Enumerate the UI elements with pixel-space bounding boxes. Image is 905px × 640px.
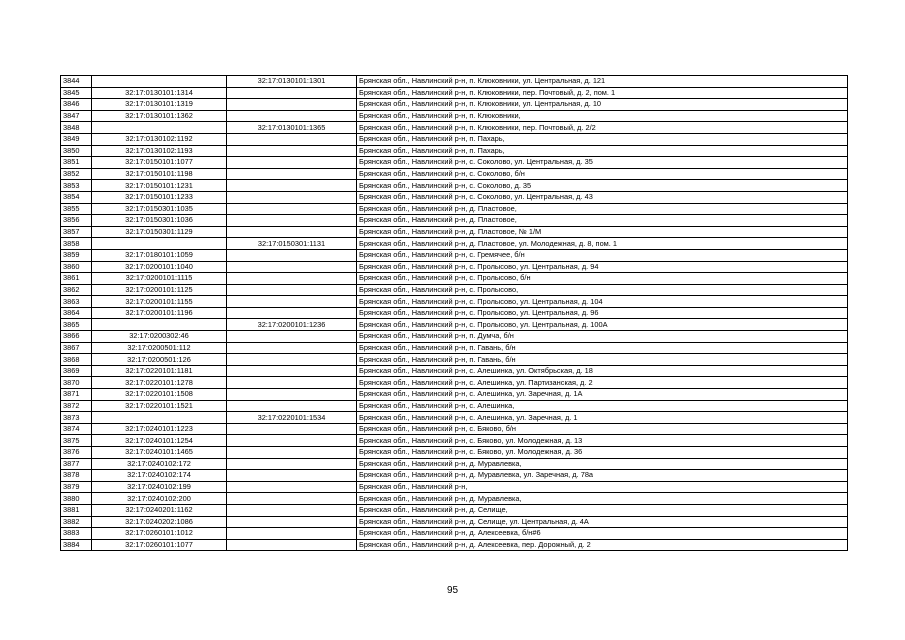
cadastral-number-alt-cell xyxy=(227,273,357,285)
cadastral-number-alt-cell xyxy=(227,516,357,528)
row-number-cell: 3847 xyxy=(61,110,92,122)
cadastral-number-cell: 32:17:0200501:126 xyxy=(92,354,227,366)
cadastral-number-cell: 32:17:0150301:1129 xyxy=(92,226,227,238)
address-cell: Брянская обл., Навлинский р-н, п. Гавань, б/н xyxy=(357,342,848,354)
cadastral-number-alt-cell xyxy=(227,284,357,296)
table-row xyxy=(61,133,848,145)
address-cell: Брянская обл., Навлинский р-н, с. Бяково, ул. Молодежная, д. 13 xyxy=(357,435,848,447)
address-cell: Брянская обл., Навлинский р-н, д. Алексеевка, пер. Дорожный, д. 2 xyxy=(357,539,848,551)
cadastral-number-alt-cell xyxy=(227,435,357,447)
row-number-cell: 3860 xyxy=(61,261,92,273)
address-cell: Брянская обл., Навлинский р-н, с. Соколово, ул. Центральная, д. 43 xyxy=(357,191,848,203)
table-row xyxy=(61,307,848,319)
cadastral-number-alt-cell: 32:17:0130101:1365 xyxy=(227,122,357,134)
cadastral-number-alt-cell xyxy=(227,145,357,157)
address-cell: Брянская обл., Навлинский р-н, с. Соколово, д. 35 xyxy=(357,180,848,192)
row-number-cell: 3876 xyxy=(61,447,92,459)
cadastral-number-alt-cell xyxy=(227,504,357,516)
cadastral-number-alt-cell xyxy=(227,99,357,111)
cadastral-number-cell: 32:17:0200101:1125 xyxy=(92,284,227,296)
address-cell: Брянская обл., Навлинский р-н, с. Бяково, ул. Молодежная, д. 36 xyxy=(357,447,848,459)
cadastral-number-alt-cell xyxy=(227,110,357,122)
cadastral-number-alt-cell xyxy=(227,470,357,482)
cadastral-number-cell xyxy=(92,122,227,134)
cadastral-number-alt-cell xyxy=(227,528,357,540)
address-cell: Брянская обл., Навлинский р-н, п. Клюковники, пер. Почтовый, д. 2, пом. 1 xyxy=(357,87,848,99)
table-row xyxy=(61,191,848,203)
row-number-cell: 3861 xyxy=(61,273,92,285)
row-number-cell: 3857 xyxy=(61,226,92,238)
row-number-cell: 3882 xyxy=(61,516,92,528)
table-row xyxy=(61,504,848,516)
cadastral-number-cell: 32:17:0150101:1198 xyxy=(92,168,227,180)
cadastral-number-alt-cell xyxy=(227,226,357,238)
cadastral-number-cell xyxy=(92,412,227,424)
cadastral-number-cell: 32:17:0200101:1040 xyxy=(92,261,227,273)
cadastral-number-cell: 32:17:0150301:1036 xyxy=(92,215,227,227)
table-row xyxy=(61,389,848,401)
cadastral-number-alt-cell xyxy=(227,493,357,505)
cadastral-number-alt-cell xyxy=(227,157,357,169)
table-row xyxy=(61,435,848,447)
cadastral-number-alt-cell: 32:17:0150301:1131 xyxy=(227,238,357,250)
cadastral-number-alt-cell xyxy=(227,203,357,215)
row-number-cell: 3870 xyxy=(61,377,92,389)
row-number-cell: 3866 xyxy=(61,331,92,343)
row-number-cell: 3845 xyxy=(61,87,92,99)
address-cell: Брянская обл., Навлинский р-н, с. Пролысово, xyxy=(357,284,848,296)
table-row xyxy=(61,319,848,331)
address-cell: Брянская обл., Навлинский р-н, д. Пластовое, xyxy=(357,203,848,215)
cadastral-number-cell: 32:17:0150101:1231 xyxy=(92,180,227,192)
table-row xyxy=(61,493,848,505)
cadastral-number-alt-cell: 32:17:0130101:1301 xyxy=(227,76,357,88)
cadastral-number-cell: 32:17:0240102:174 xyxy=(92,470,227,482)
table-row xyxy=(61,296,848,308)
table-row xyxy=(61,284,848,296)
row-number-cell: 3864 xyxy=(61,307,92,319)
row-number-cell: 3851 xyxy=(61,157,92,169)
cadastral-number-alt-cell xyxy=(227,87,357,99)
address-cell: Брянская обл., Навлинский р-н, с. Гремячее, б/н xyxy=(357,249,848,261)
row-number-cell: 3859 xyxy=(61,249,92,261)
address-cell: Брянская обл., Навлинский р-н, д. Пластовое, № 1/М xyxy=(357,226,848,238)
cadastral-number-cell: 32:17:0180101:1059 xyxy=(92,249,227,261)
cadastral-number-alt-cell: 32:17:0220101:1534 xyxy=(227,412,357,424)
table-row xyxy=(61,273,848,285)
cadastral-number-alt-cell xyxy=(227,447,357,459)
row-number-cell: 3846 xyxy=(61,99,92,111)
address-cell: Брянская обл., Навлинский р-н, д. Муравлевка, xyxy=(357,493,848,505)
row-number-cell: 3854 xyxy=(61,191,92,203)
cadastral-number-cell: 32:17:0240102:199 xyxy=(92,481,227,493)
address-cell: Брянская обл., Навлинский р-н, д. Алексеевка, б/н#6 xyxy=(357,528,848,540)
row-number-cell: 3868 xyxy=(61,354,92,366)
cadastral-number-alt-cell xyxy=(227,342,357,354)
address-cell: Брянская обл., Навлинский р-н, д. Муравлевка, xyxy=(357,458,848,470)
row-number-cell: 3872 xyxy=(61,400,92,412)
address-cell: Брянская обл., Навлинский р-н, п. Клюковники, ул. Центральная, д. 10 xyxy=(357,99,848,111)
cadastral-number-cell: 32:17:0260101:1012 xyxy=(92,528,227,540)
table-body xyxy=(61,76,848,551)
row-number-cell: 3849 xyxy=(61,133,92,145)
table-row xyxy=(61,342,848,354)
address-cell: Брянская обл., Навлинский р-н, с. Пролысово, б/н xyxy=(357,273,848,285)
table-row xyxy=(61,157,848,169)
table-row xyxy=(61,261,848,273)
table-row xyxy=(61,365,848,377)
cadastral-number-cell: 32:17:0130101:1314 xyxy=(92,87,227,99)
table-row xyxy=(61,110,848,122)
row-number-cell: 3880 xyxy=(61,493,92,505)
cadastral-number-cell: 32:17:0130102:1193 xyxy=(92,145,227,157)
row-number-cell: 3875 xyxy=(61,435,92,447)
table-row xyxy=(61,99,848,111)
table-row xyxy=(61,215,848,227)
address-cell: Брянская обл., Навлинский р-н, п. Клюковники, ул. Центральная, д. 121 xyxy=(357,76,848,88)
cadastral-number-alt-cell xyxy=(227,377,357,389)
table-row xyxy=(61,377,848,389)
table-row xyxy=(61,331,848,343)
address-cell: Брянская обл., Навлинский р-н, п. Гавань, б/н xyxy=(357,354,848,366)
table-row xyxy=(61,238,848,250)
cadastral-number-cell: 32:17:0130101:1362 xyxy=(92,110,227,122)
cadastral-number-alt-cell xyxy=(227,249,357,261)
address-cell: Брянская обл., Навлинский р-н, д. Пластовое, xyxy=(357,215,848,227)
address-cell: Брянская обл., Навлинский р-н, д. Селище, xyxy=(357,504,848,516)
row-number-cell: 3863 xyxy=(61,296,92,308)
address-cell: Брянская обл., Навлинский р-н, с. Пролысово, ул. Центральная, д. 96 xyxy=(357,307,848,319)
cadastral-number-cell: 32:17:0150101:1233 xyxy=(92,191,227,203)
address-cell: Брянская обл., Навлинский р-н, с. Алешинка, xyxy=(357,400,848,412)
cadastral-number-alt-cell xyxy=(227,365,357,377)
cadastral-number-cell: 32:17:0220101:1521 xyxy=(92,400,227,412)
page-number: 95 xyxy=(446,585,459,596)
row-number-cell: 3858 xyxy=(61,238,92,250)
cadastral-number-cell: 32:17:0150301:1035 xyxy=(92,203,227,215)
cadastral-number-cell: 32:17:0240101:1254 xyxy=(92,435,227,447)
row-number-cell: 3862 xyxy=(61,284,92,296)
row-number-cell: 3844 xyxy=(61,76,92,88)
cadastral-number-alt-cell xyxy=(227,481,357,493)
table-row xyxy=(61,249,848,261)
row-number-cell: 3873 xyxy=(61,412,92,424)
table-row xyxy=(61,528,848,540)
cadastral-number-cell: 32:17:0220101:1181 xyxy=(92,365,227,377)
address-cell: Брянская обл., Навлинский р-н, с. Пролысово, ул. Центральная, д. 104 xyxy=(357,296,848,308)
table-row xyxy=(61,122,848,134)
cadastral-number-cell: 32:17:0130102:1192 xyxy=(92,133,227,145)
cadastral-number-alt-cell xyxy=(227,331,357,343)
table-row xyxy=(61,423,848,435)
row-number-cell: 3848 xyxy=(61,122,92,134)
cadastral-number-alt-cell xyxy=(227,261,357,273)
table-row xyxy=(61,180,848,192)
table-row xyxy=(61,203,848,215)
cadastral-number-cell: 32:17:0240101:1465 xyxy=(92,447,227,459)
cadastral-number-cell: 32:17:0130101:1319 xyxy=(92,99,227,111)
cadastral-number-cell: 32:17:0200101:1196 xyxy=(92,307,227,319)
cadastral-number-cell: 32:17:0220101:1278 xyxy=(92,377,227,389)
cadastral-number-cell xyxy=(92,319,227,331)
cadastral-number-alt-cell xyxy=(227,307,357,319)
address-cell: Брянская обл., Навлинский р-н, п. Пахарь, xyxy=(357,145,848,157)
cadastral-number-cell: 32:17:0240202:1086 xyxy=(92,516,227,528)
cadastral-number-alt-cell xyxy=(227,191,357,203)
address-cell: Брянская обл., Навлинский р-н, с. Соколово, б/н xyxy=(357,168,848,180)
cadastral-number-alt-cell xyxy=(227,389,357,401)
table-row xyxy=(61,412,848,424)
row-number-cell: 3867 xyxy=(61,342,92,354)
cadastral-number-cell: 32:17:0200101:1155 xyxy=(92,296,227,308)
table-row xyxy=(61,447,848,459)
row-number-cell: 3881 xyxy=(61,504,92,516)
row-number-cell: 3871 xyxy=(61,389,92,401)
address-cell: Брянская обл., Навлинский р-н, п. Думча, б/н xyxy=(357,331,848,343)
cadastral-number-cell: 32:17:0240102:200 xyxy=(92,493,227,505)
address-cell: Брянская обл., Навлинский р-н, с. Алешинка, ул. Заречная, д. 1 xyxy=(357,412,848,424)
table-row xyxy=(61,168,848,180)
table-row xyxy=(61,481,848,493)
cadastral-number-cell: 32:17:0220101:1508 xyxy=(92,389,227,401)
address-cell: Брянская обл., Навлинский р-н, с. Соколово, ул. Центральная, д. 35 xyxy=(357,157,848,169)
table-row xyxy=(61,226,848,238)
cadastral-number-alt-cell xyxy=(227,180,357,192)
row-number-cell: 3855 xyxy=(61,203,92,215)
row-number-cell: 3884 xyxy=(61,539,92,551)
address-cell: Брянская обл., Навлинский р-н, с. Бяково, б/н xyxy=(357,423,848,435)
row-number-cell: 3874 xyxy=(61,423,92,435)
cadastral-number-alt-cell xyxy=(227,400,357,412)
cadastral-number-cell: 32:17:0260101:1077 xyxy=(92,539,227,551)
table-row xyxy=(61,516,848,528)
table-row xyxy=(61,145,848,157)
address-cell: Брянская обл., Навлинский р-н, п. Клюковники, пер. Почтовый, д. 2/2 xyxy=(357,122,848,134)
row-number-cell: 3869 xyxy=(61,365,92,377)
cadastral-number-alt-cell xyxy=(227,296,357,308)
cadastral-number-alt-cell xyxy=(227,215,357,227)
cadastral-number-alt-cell: 32:17:0200101:1236 xyxy=(227,319,357,331)
address-cell: Брянская обл., Навлинский р-н, д. Муравлевка, ул. Заречная, д. 78а xyxy=(357,470,848,482)
table-row xyxy=(61,470,848,482)
cadastral-number-cell: 32:17:0240101:1223 xyxy=(92,423,227,435)
address-cell: Брянская обл., Навлинский р-н, с. Алешинка, ул. Заречная, д. 1А xyxy=(357,389,848,401)
cadastral-number-cell: 32:17:0240102:172 xyxy=(92,458,227,470)
address-cell: Брянская обл., Навлинский р-н, с. Пролысово, ул. Центральная, д. 94 xyxy=(357,261,848,273)
address-cell: Брянская обл., Навлинский р-н, п. Пахарь, xyxy=(357,133,848,145)
cadastral-number-cell: 32:17:0200302:46 xyxy=(92,331,227,343)
table-row xyxy=(61,76,848,88)
row-number-cell: 3877 xyxy=(61,458,92,470)
table-row xyxy=(61,87,848,99)
cadastral-number-alt-cell xyxy=(227,539,357,551)
cadastral-number-cell: 32:17:0200101:1115 xyxy=(92,273,227,285)
cadastral-number-cell: 32:17:0200501:112 xyxy=(92,342,227,354)
address-cell: Брянская обл., Навлинский р-н, д. Пластовое, ул. Молодежная, д. 8, пом. 1 xyxy=(357,238,848,250)
address-cell: Брянская обл., Навлинский р-н, с. Алешинка, ул. Партизанская, д. 2 xyxy=(357,377,848,389)
row-number-cell: 3852 xyxy=(61,168,92,180)
cadastral-number-alt-cell xyxy=(227,458,357,470)
cadastral-number-alt-cell xyxy=(227,354,357,366)
cadastral-number-cell: 32:17:0150101:1077 xyxy=(92,157,227,169)
cadastral-number-cell xyxy=(92,76,227,88)
row-number-cell: 3865 xyxy=(61,319,92,331)
table-row xyxy=(61,400,848,412)
address-cell: Брянская обл., Навлинский р-н, с. Алешинка, ул. Октябрьская, д. 18 xyxy=(357,365,848,377)
row-number-cell: 3878 xyxy=(61,470,92,482)
table-row xyxy=(61,458,848,470)
address-cell: Брянская обл., Навлинский р-н, с. Пролысово, ул. Центральная, д. 100А xyxy=(357,319,848,331)
cadastral-number-cell xyxy=(92,238,227,250)
row-number-cell: 3856 xyxy=(61,215,92,227)
cadastral-number-alt-cell xyxy=(227,133,357,145)
table-row xyxy=(61,354,848,366)
address-cell: Брянская обл., Навлинский р-н, д. Селище, ул. Центральная, д. 4А xyxy=(357,516,848,528)
cadastral-number-alt-cell xyxy=(227,423,357,435)
address-cell: Брянская обл., Навлинский р-н, xyxy=(357,481,848,493)
property-registry-table xyxy=(60,75,848,551)
row-number-cell: 3883 xyxy=(61,528,92,540)
row-number-cell: 3879 xyxy=(61,481,92,493)
address-cell: Брянская обл., Навлинский р-н, п. Клюковники, xyxy=(357,110,848,122)
row-number-cell: 3853 xyxy=(61,180,92,192)
cadastral-number-alt-cell xyxy=(227,168,357,180)
table-row xyxy=(61,539,848,551)
row-number-cell: 3850 xyxy=(61,145,92,157)
cadastral-number-cell: 32:17:0240201:1162 xyxy=(92,504,227,516)
